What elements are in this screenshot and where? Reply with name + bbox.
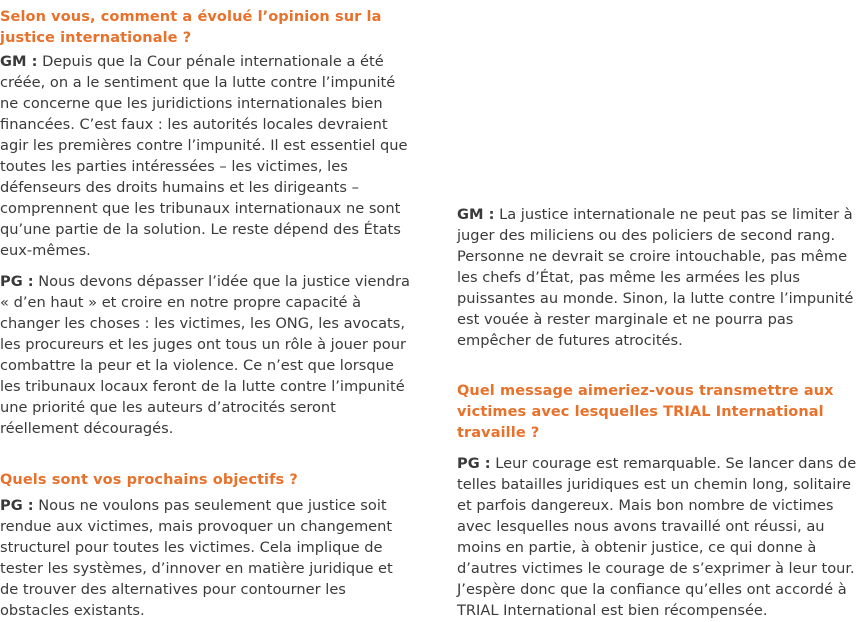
answer-text: Depuis que la Cour pénale internationale a été créée, on a le sentiment que la lutte contre l’impunité ne concerne que les juridictions internationales bien financées. C’est faux : les autorités locales devraient agir les premières contre l’impunité. Il est essentiel que toutes les parties intéressées – les victimes, les défenseurs des droits humains et les dirigeants – comprennent que les tribunaux internationaux ne sont qu’une partie de la solution. Le reste dépend des États eux-mêmes. <box>0 53 408 259</box>
speaker-label: GM : <box>457 206 495 223</box>
answer-text: Nous ne voulons pas seulement que justice soit rendue aux victimes, mais provoquer un changement structurel pour toutes les victimes. Cela implique de tester les systèmes, d’innover en matière juridique et de trouver des alternatives pour contourner les obstacles existants. <box>0 497 393 619</box>
answer-pg-opinion <box>0 271 412 439</box>
question-objectives-heading: Quels sont vos prochains objectifs ? <box>0 472 298 488</box>
answer-text: Leur courage est remarquable. Se lancer dans de telles batailles juridiques est un chemin long, solitaire et parfois dangereux. Mais bon nombre de victimes avec lesquelles nous avons travaillé ont réussi, au moins en partie, à obtenir justice, ce qui donne à d’autres victimes le courage de s’exprimer à leur tour. J’espère donc que la confiance qu’elles ont accordé à TRIAL International est bien récompensée. <box>457 455 857 619</box>
speaker-label: PG : <box>0 497 34 514</box>
answer-pg-message <box>457 453 859 621</box>
speaker-label: PG : <box>457 455 491 472</box>
question-opinion-heading: Selon vous, comment a évolué l’opinion sur la justice internationale ? <box>0 9 382 46</box>
answer-gm-opinion <box>0 51 412 261</box>
answer-text: La justice internationale ne peut pas se limiter à juger des miliciens ou des policiers de second rang. Personne ne devrait se croire intouchable, pas même les chefs d’État, pas même les armées les plus puissantes au monde. Sinon, la lutte contre l’impunité est vouée à rester marginale et ne pourra pas empêcher de futures atrocités. <box>457 206 854 349</box>
answer-text: Nous devons dépasser l’idée que la justice viendra « d’en haut » et croire en notre propre capacité à changer les choses : les victimes, les ONG, les avocats, les procureurs et les juges ont tous un rôle à jouer pour combattre la peur et la violence. Ce n’est que lorsque les tribunaux locaux feront de la lutte contre l’impunité une priorité que les auteurs d’atrocités seront réellement découragés. <box>0 273 410 437</box>
speaker-label: GM : <box>0 53 38 70</box>
question-message-heading: Quel message aimeriez-vous transmettre aux victimes avec lesquelles TRIAL International travaille ? <box>457 383 834 441</box>
speaker-label: PG : <box>0 273 34 290</box>
answer-pg-objectives <box>0 495 412 621</box>
answer-gm-justice <box>457 204 859 351</box>
